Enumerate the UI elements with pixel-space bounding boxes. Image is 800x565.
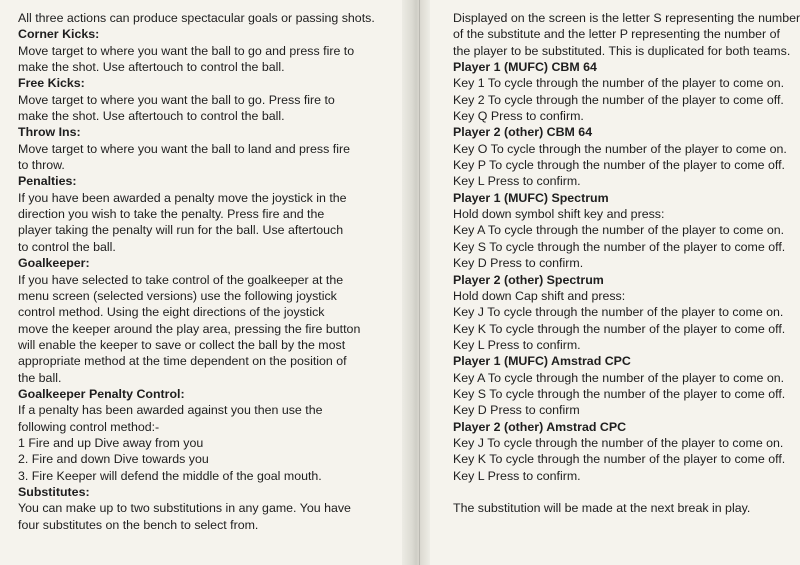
- right-page-text-line: Key K To cycle through the number of the player to come off.: [453, 452, 786, 467]
- right-page-text-line: Key L Press to confirm.: [453, 174, 581, 189]
- left-page-text-line: move the keeper around the play area, pressing the fire button: [18, 321, 361, 336]
- right-page-heading: Player 2 (other) CBM 64: [453, 125, 593, 140]
- page-fold: [402, 0, 430, 565]
- right-page-text-line: Key D Press to confirm.: [453, 256, 584, 271]
- left-page-text-line: to throw.: [18, 158, 65, 173]
- right-page-heading: Player 1 (MUFC) Amstrad CPC: [453, 354, 631, 369]
- right-page-text-line: the player to be substituted. This is duplicated for both teams.: [453, 43, 791, 58]
- left-page-text-line: 3. Fire Keeper will defend the middle of the goal mouth.: [18, 468, 322, 483]
- left-page-heading: Goalkeeper Penalty Control:: [18, 386, 185, 401]
- right-page-text-line: Key L Press to confirm.: [453, 468, 581, 483]
- left-page-text-line: the ball.: [18, 370, 62, 385]
- left-page-heading: Free Kicks:: [18, 76, 85, 91]
- right-page-text-line: Key A To cycle through the number of the player to come on.: [453, 223, 785, 238]
- left-page-text-line: If you have selected to take control of the goalkeeper at the: [18, 272, 344, 287]
- right-page-text-line: Key P To cycle through the number of the player to come off.: [453, 158, 785, 173]
- right-page-text-line: Key L Press to confirm.: [453, 337, 581, 352]
- left-page-text-line: Move target to where you want the ball to land and press fire: [18, 141, 350, 156]
- right-page-text-line: Key A To cycle through the number of the player to come on.: [453, 370, 785, 385]
- left-page-text-line: to control the ball.: [18, 239, 116, 254]
- right-page-text-line: The substitution will be made at the next break in play.: [453, 501, 751, 516]
- left-page-text-line: control method. Using the eight directions of the joystick: [18, 305, 325, 320]
- left-page-text-line: will enable the keeper to save or collect the ball by the most: [18, 337, 346, 352]
- fold-crease: [419, 0, 420, 565]
- right-page-text-line: Key S To cycle through the number of the player to come off.: [453, 239, 786, 254]
- left-page-text-line: If a penalty has been awarded against you then use the: [18, 403, 323, 418]
- right-page-heading: Player 1 (MUFC) Spectrum: [453, 190, 609, 205]
- right-page-text-line: Key J To cycle through the number of the player to come on.: [453, 305, 784, 320]
- left-page-text-line: make the shot. Use aftertouch to control the ball.: [18, 109, 285, 124]
- left-page-text-line: four substitutes on the bench to select from.: [18, 517, 259, 532]
- right-page-text-line: Key 1 To cycle through the number of the player to come on.: [453, 76, 785, 91]
- right-page-heading: Player 1 (MUFC) CBM 64: [453, 60, 597, 75]
- left-page-heading: Substitutes:: [18, 484, 90, 499]
- left-page-heading: Penalties:: [18, 174, 77, 189]
- left-page-text-line: appropriate method at the time dependent on the position of: [18, 354, 347, 369]
- left-page-text-line: You can make up to two substitutions in any game. You have: [18, 501, 351, 516]
- right-page-heading: Player 2 (other) Amstrad CPC: [453, 419, 627, 434]
- left-page-text-line: Move target to where you want the ball to go and press fire to: [18, 43, 355, 58]
- right-page-text-line: Displayed on the screen is the letter S representing the number: [453, 11, 800, 25]
- right-page-text-line: of the substitute and the letter P representing the number of: [453, 27, 780, 42]
- right-page-text-line: Key 2 To cycle through the number of the player to come off.: [453, 92, 784, 107]
- left-page-text-line: player taking the penalty will run for the ball. Use aftertouch: [18, 223, 344, 238]
- left-page-text-line: direction you wish to take the penalty. Press fire and the: [18, 207, 325, 222]
- left-page-text-line: menu screen (selected versions) use the following joystick: [18, 288, 337, 303]
- right-page-text-line: Key Q Press to confirm.: [453, 109, 584, 124]
- right-page-text-line: Key D Press to confirm: [453, 403, 580, 418]
- right-page-text-line: Key O To cycle through the number of the player to come on.: [453, 141, 787, 156]
- left-page-text-line: 2. Fire and down Dive towards you: [18, 452, 209, 467]
- left-page-text-line: make the shot. Use aftertouch to control the ball.: [18, 60, 285, 75]
- right-page-text-line: Hold down Cap shift and press:: [453, 288, 626, 303]
- right-page-text-line: Key S To cycle through the number of the player to come off.: [453, 386, 786, 401]
- left-page-heading: Corner Kicks:: [18, 27, 100, 42]
- right-page-text-line: Key K To cycle through the number of the player to come off.: [453, 321, 786, 336]
- right-page-heading: Player 2 (other) Spectrum: [453, 272, 604, 287]
- right-page-spacer: [453, 484, 792, 500]
- left-page-heading: Throw Ins:: [18, 125, 81, 140]
- right-page: [430, 0, 800, 565]
- left-page-text-line: 1 Fire and up Dive away from you: [18, 435, 204, 450]
- right-page-text-line: Key J To cycle through the number of the player to come on.: [453, 435, 784, 450]
- left-page-heading: Goalkeeper:: [18, 256, 90, 271]
- left-page-text-line: Move target to where you want the ball to go. Press fire to: [18, 92, 335, 107]
- left-page-text-line: All three actions can produce spectacular goals or passing shots.: [18, 11, 375, 25]
- left-page-text-line: If you have been awarded a penalty move the joystick in the: [18, 190, 347, 205]
- right-page-text-line: Hold down symbol shift key and press:: [453, 207, 665, 222]
- left-page-text-line: following control method:-: [18, 419, 160, 434]
